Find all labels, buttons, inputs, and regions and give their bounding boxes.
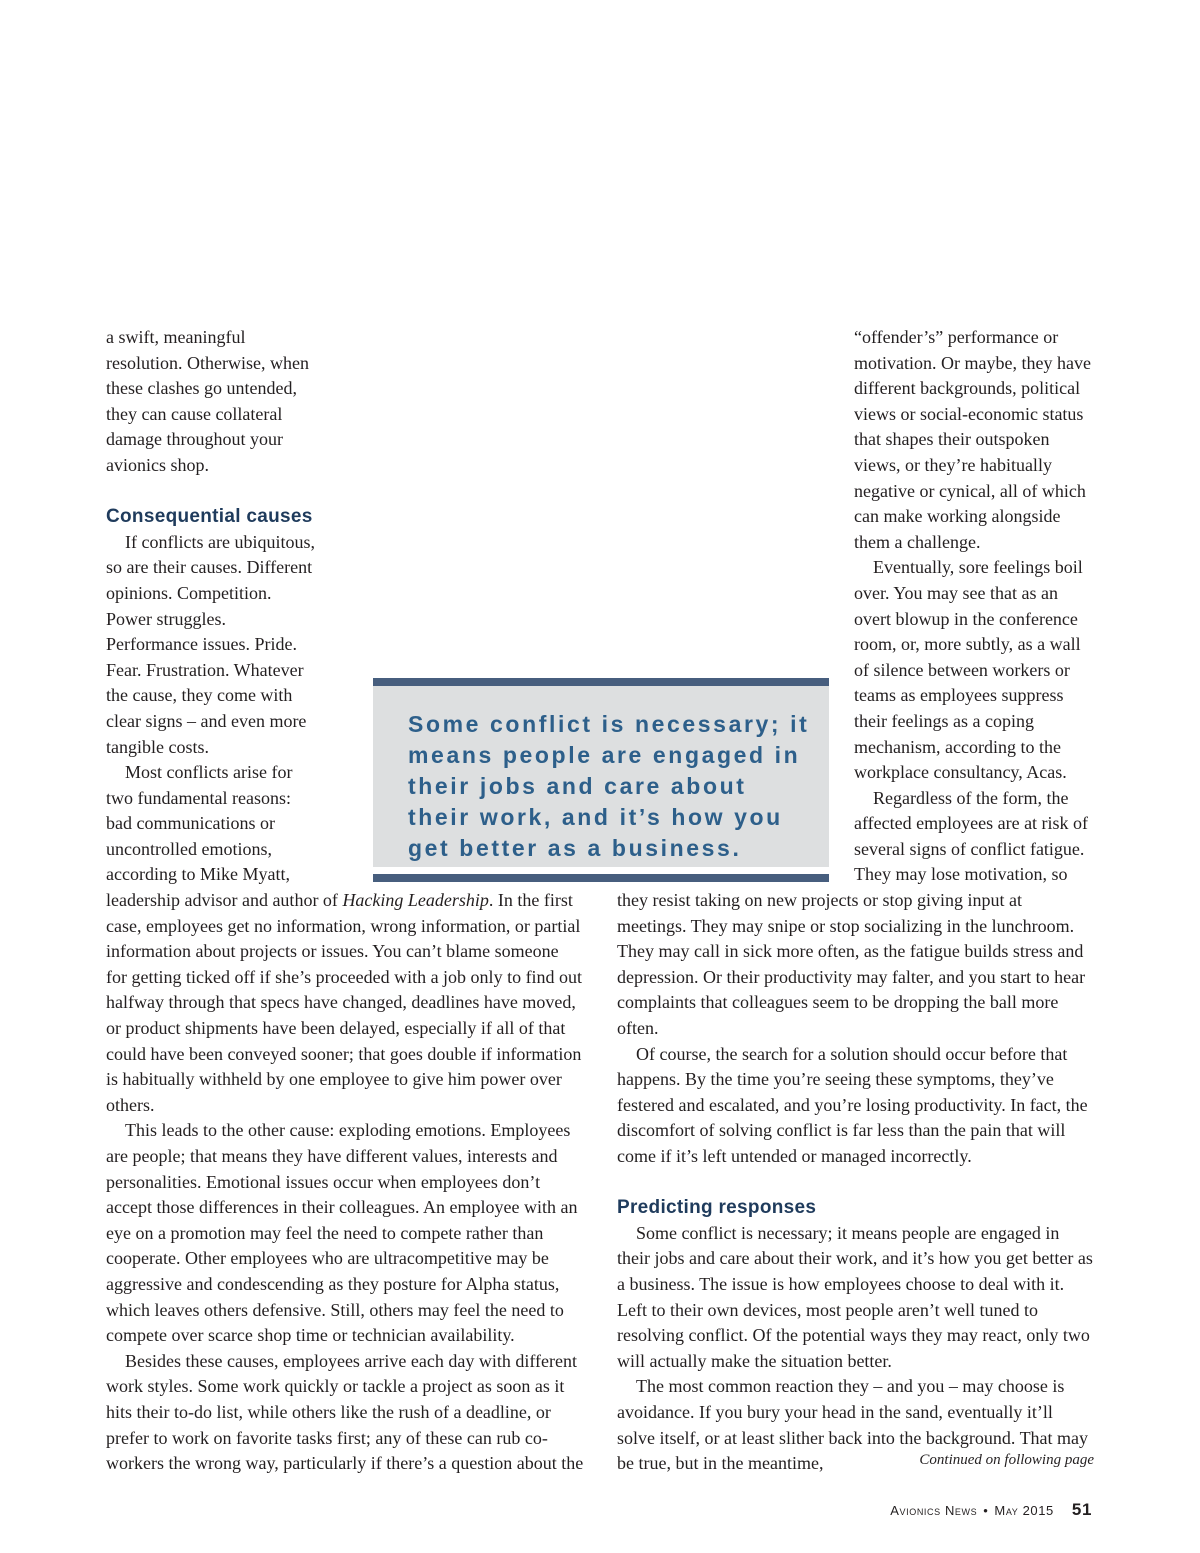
paragraph: Of course, the search for a solution should occur before that happens. By the time you’re seeing these symptoms, they’ve festered and escalated, and you’re losing productivity. In fact, the discomfort of solving conflict is far less than the pain that will come if it’s left untended or managed incorrectly. — [617, 1043, 1088, 1166]
page-number: 51 — [1071, 1500, 1092, 1519]
section-heading-consequential-causes: Consequential causes — [106, 506, 313, 528]
paragraph: The most common reaction they – and you – may choose is avoidance. If you bury your head in the sand, eventually it’ll solve itself, or at least slither back into the background. That may be true, but in the meantime, — [617, 1376, 1089, 1474]
footer-bullet: • — [983, 1503, 989, 1518]
issue-date: May 2015 — [994, 1503, 1054, 1518]
publication-name: Avionics News — [890, 1503, 978, 1518]
pull-quote — [373, 678, 829, 882]
paragraph-text: . In the first case, employees get no information, wrong information, or partial information about projects or issues. You can’t blame someone for getting ticked off if she’s proceeded with a job only to find out halfway through that specs have changed, deadlines have moved, or product shipments have been delayed, especially if all of that could have been conveyed sooner; that goes double if information is habitually withheld by one employee to give him power over others. — [106, 890, 583, 1115]
paragraph: Some conflict is necessary; it means people are engaged in their jobs and care about their work, and it’s how you get better as a business. The issue is how employees choose to deal with it. Left to their own devices, most people aren’t well tuned to resolving conflict. Of the potential ways they may react, only two will actually make the situation better. — [617, 1222, 1093, 1371]
paragraph: “offender’s” performance or motivation. Or maybe, they have different backgrounds, political views or social-economic status that shapes their outspoken views, or they’re habitually negative or cynical, all of which can make working alongside them a challenge. — [854, 327, 1091, 552]
pull-quote-text: Some conflict is necessary; it means people are engaged in their jobs and care about their work, and it’s how you get better as a business. — [408, 711, 810, 861]
paragraph: If conflicts are ubiquitous, so are their causes. Different opinions. Competition. Power struggles. Performance issues. Pride. Fear. Frustration. Whatever the cause, they come with clear signs – and even more tangible costs. — [106, 531, 315, 757]
page-footer — [890, 1500, 1092, 1520]
paragraph: This leads to the other cause: exploding emotions. Employees are people; that means they have different values, interests and personalities. Emotional issues occur when employees don’t accept those differences in their colleagues. An employee with an eye on a promotion may feel the need to compete rather than cooperate. Other employees who are ultracompetitive may be aggressive and condescending as they posture for Alpha status, which leaves others defensive. Still, others may feel the need to compete over scarce shop time or technician availability. — [106, 1120, 578, 1346]
right-column — [617, 325, 1095, 1477]
pull-quote-box — [373, 686, 829, 867]
paragraph: a swift, meaningful resolution. Otherwise, when these clashes go untended, they can cause collateral damage throughout your avionics shop. — [106, 327, 309, 475]
pull-quote-bottom-rule — [373, 874, 829, 882]
continued-note: Continued on following page — [919, 1452, 1094, 1468]
paragraph: Eventually, sore feelings boil over. You may see that as an overt blowup in the conference room, or, more subtly, as a wall of silence between workers or teams as employees suppress their feelings as a coping mechanism, according to the workplace consultancy, Acas. — [854, 557, 1083, 783]
pull-quote-top-rule — [373, 678, 829, 686]
section-heading-predicting-responses: Predicting responses — [617, 1197, 817, 1219]
book-title: Hacking Leadership — [342, 890, 489, 911]
left-column — [106, 325, 584, 1477]
paragraph: Besides these causes, employees arrive each day with different work styles. Some work quickly or tackle a project as soon as it hits their to-do list, while others like the rush of a deadline, or prefer to work on favorite tasks first; any of these can rub co-workers the wrong way, particularly if there’s a question about the — [106, 1350, 584, 1474]
paragraph: Regardless of the form, the affected employees are at risk of several signs of conflict fatigue. They may lose motivation, so they resist taking on new projects or stop giving input at meetings. They may snipe or stop socializing in the lunchroom. They may call in sick more often, as the fatigue builds stress and depression. Or their productivity may falter, and you start to hear complaints that colleagues seem to be dropping the ball more often. — [617, 787, 1089, 1039]
paragraph-text: Most conflicts arise for two fundamental reasons: bad communications or uncontrolled emotions, according to Mike Myatt, leadership advisor and author of — [106, 762, 343, 911]
